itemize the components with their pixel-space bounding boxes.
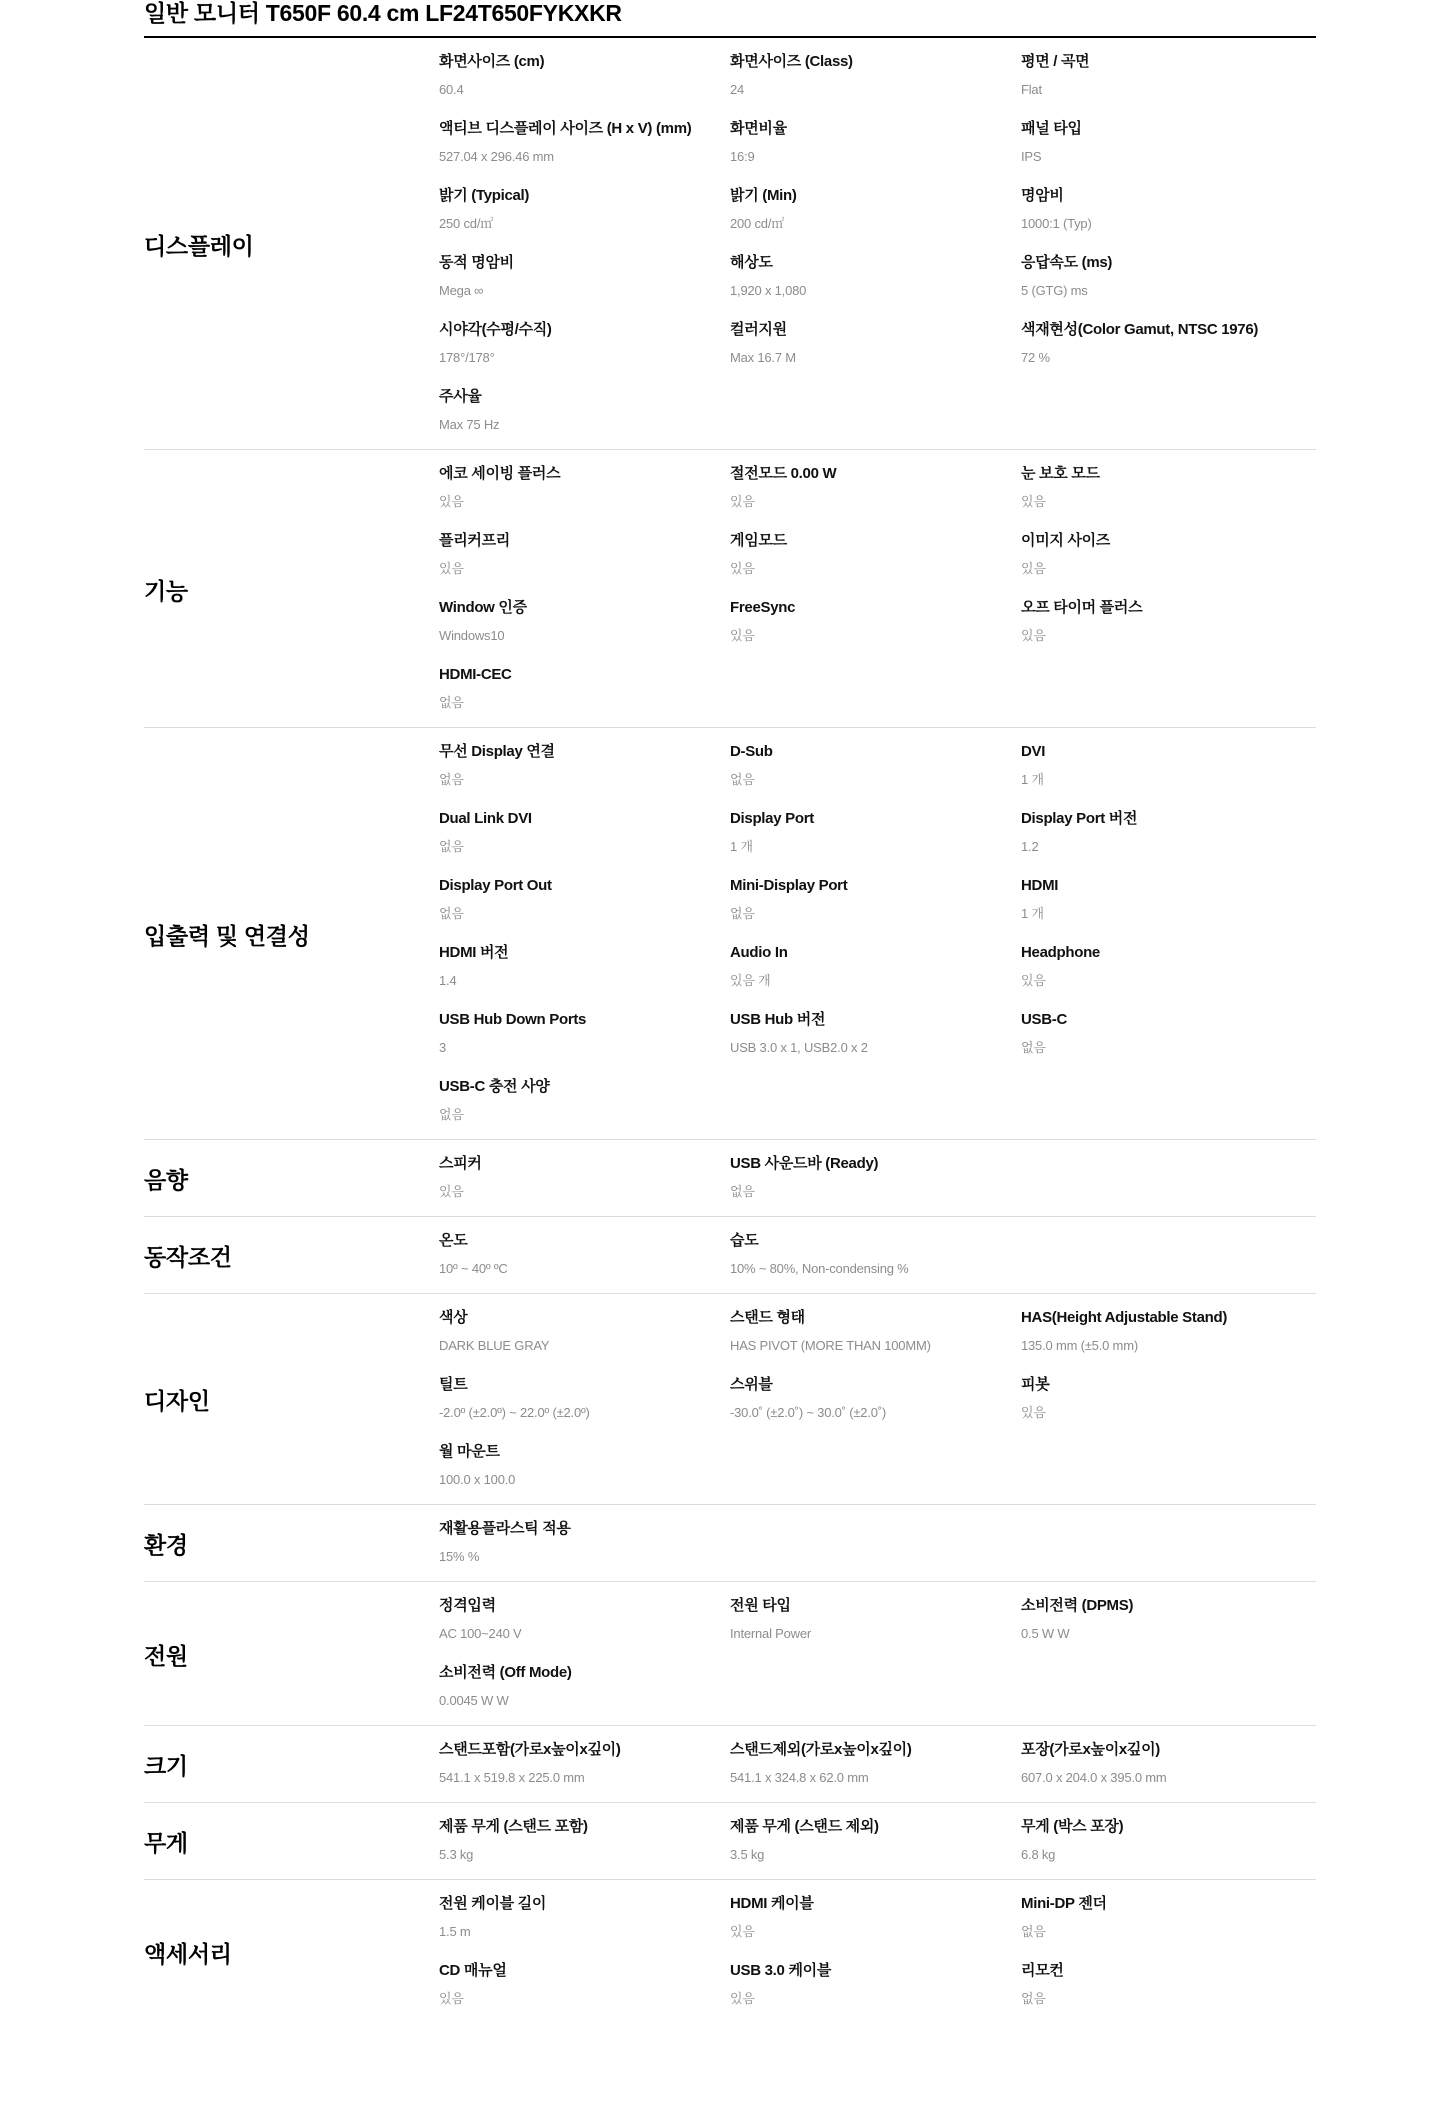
- spec-label: HDMI-CEC: [439, 666, 512, 683]
- spec-value: 10º ~ 40º ºC: [439, 1261, 508, 1276]
- spec-grid: [439, 1307, 1316, 1492]
- spec-item: [439, 319, 730, 370]
- spec-section: [144, 1582, 1316, 1726]
- spec-value: 있음: [730, 494, 755, 509]
- spec-item: [1021, 597, 1312, 648]
- spec-label: 월 마운트: [439, 1443, 500, 1460]
- spec-item: [730, 875, 1021, 926]
- spec-value: 있음: [1021, 494, 1046, 509]
- spec-section: [144, 450, 1316, 728]
- spec-value: 있음: [1021, 628, 1046, 643]
- spec-value: 없음: [730, 1184, 755, 1199]
- spec-item: [1021, 1893, 1312, 1944]
- spec-label: 이미지 사이즈: [1021, 532, 1111, 549]
- spec-label: 밝기 (Typical): [439, 187, 530, 204]
- spec-label: 제품 무게 (스탠드 포함): [439, 1818, 588, 1835]
- spec-value: 0.0045 W W: [439, 1693, 509, 1708]
- spec-grid: [439, 1893, 1316, 2011]
- spec-value: 250 cd/㎡: [439, 216, 494, 231]
- spec-label: Dual Link DVI: [439, 810, 532, 827]
- spec-item: [730, 1153, 1021, 1204]
- spec-item: [439, 1662, 730, 1713]
- spec-item: [439, 386, 730, 437]
- spec-value: 10% ~ 80%, Non-condensing %: [730, 1261, 909, 1276]
- spec-value: 없음: [439, 906, 464, 921]
- spec-item: [1021, 942, 1312, 993]
- spec-label: 포장(가로x높이x깊이): [1021, 1741, 1160, 1758]
- spec-item: [730, 1893, 1021, 1944]
- spec-label: USB 사운드바 (Ready): [730, 1155, 879, 1172]
- spec-label: Headphone: [1021, 944, 1100, 961]
- spec-label: USB-C 충전 사양: [439, 1078, 550, 1095]
- spec-value: 1.4: [439, 973, 457, 988]
- spec-label: Mini-Display Port: [730, 877, 848, 894]
- spec-label: 온도: [439, 1232, 468, 1249]
- spec-label: HDMI 버전: [439, 944, 509, 961]
- spec-item: [1021, 1009, 1312, 1060]
- spec-label: Audio In: [730, 944, 788, 961]
- spec-value: 없음: [1021, 1924, 1046, 1939]
- spec-section: [144, 1726, 1316, 1803]
- spec-item: [1021, 252, 1312, 303]
- spec-value: 16:9: [730, 149, 755, 164]
- spec-item: [1021, 530, 1312, 581]
- spec-label: 스탠드 형태: [730, 1309, 805, 1326]
- spec-label: 소비전력 (DPMS): [1021, 1597, 1134, 1614]
- spec-section: [144, 1880, 1316, 2023]
- section-title: 동작조건: [144, 1244, 232, 1270]
- spec-label: HDMI: [1021, 877, 1059, 894]
- spec-item: [730, 530, 1021, 581]
- spec-item: [439, 1307, 730, 1358]
- spec-label: 색상: [439, 1309, 468, 1326]
- spec-item: [439, 1739, 730, 1790]
- spec-item: [1021, 741, 1312, 792]
- spec-item: [439, 1595, 730, 1646]
- spec-item: [730, 942, 1021, 993]
- spec-label: 스위블: [730, 1376, 773, 1393]
- spec-item: [1021, 1307, 1312, 1358]
- spec-label: Window 인증: [439, 599, 527, 616]
- spec-value: 3: [439, 1040, 447, 1055]
- spec-sections: [144, 38, 1316, 2023]
- spec-value: 있음: [730, 1924, 755, 1939]
- spec-value: 1000:1 (Typ): [1021, 216, 1092, 231]
- spec-section: [144, 1803, 1316, 1880]
- spec-label: 전원 타입: [730, 1597, 791, 1614]
- spec-value: 5 (GTG) ms: [1021, 283, 1088, 298]
- section-title: 디스플레이: [144, 232, 254, 259]
- spec-value: 60.4: [439, 82, 464, 97]
- spec-label: 패널 타입: [1021, 120, 1082, 137]
- spec-label: D-Sub: [730, 743, 773, 760]
- spec-value: 있음: [439, 561, 464, 576]
- spec-label: 스탠드제외(가로x높이x깊이): [730, 1741, 912, 1758]
- section-title: 기능: [144, 577, 188, 604]
- spec-value: -2.0º (±2.0º) ~ 22.0º (±2.0º): [439, 1405, 590, 1420]
- section-title: 입출력 및 연결성: [144, 922, 310, 949]
- spec-value: HAS PIVOT (MORE THAN 100MM): [730, 1338, 931, 1353]
- spec-value: -30.0˚ (±2.0˚) ~ 30.0˚ (±2.0˚): [730, 1405, 887, 1420]
- spec-label: 습도: [730, 1232, 759, 1249]
- spec-value: 있음: [1021, 1405, 1046, 1420]
- spec-item: [1021, 1816, 1312, 1867]
- spec-value: 607.0 x 204.0 x 395.0 mm: [1021, 1770, 1167, 1785]
- spec-label: 액티브 디스플레이 사이즈 (H x V) (mm): [439, 120, 692, 137]
- spec-item: [439, 118, 730, 169]
- spec-item: [730, 463, 1021, 514]
- spec-label: 화면사이즈 (Class): [730, 53, 853, 70]
- spec-item: [1021, 1374, 1312, 1425]
- spec-label: 플리커프리: [439, 532, 510, 549]
- spec-label: 재활용플라스틱 적용: [439, 1520, 571, 1537]
- spec-value: 6.8 kg: [1021, 1847, 1056, 1862]
- spec-item: [439, 1374, 730, 1425]
- spec-label: 시야각(수평/수직): [439, 321, 552, 338]
- spec-grid: [439, 51, 1316, 437]
- spec-value: 1 개: [1021, 772, 1044, 787]
- spec-item: [439, 530, 730, 581]
- spec-value: DARK BLUE GRAY: [439, 1338, 550, 1353]
- spec-value: 100.0 x 100.0: [439, 1472, 516, 1487]
- spec-label: 응답속도 (ms): [1021, 254, 1113, 271]
- spec-item: [1021, 463, 1312, 514]
- spec-item: [439, 875, 730, 926]
- spec-item: [730, 808, 1021, 859]
- spec-value: Max 75 Hz: [439, 417, 500, 432]
- spec-label: 동적 명암비: [439, 254, 514, 271]
- spec-grid: [439, 1230, 1316, 1281]
- spec-value: 있음: [1021, 973, 1046, 988]
- spec-label: Display Port Out: [439, 877, 552, 894]
- spec-grid: [439, 741, 1316, 1127]
- spec-item: [439, 1518, 730, 1569]
- spec-value: 있음: [1021, 561, 1046, 576]
- spec-label: 평면 / 곡면: [1021, 53, 1090, 70]
- spec-value: 0.5 W W: [1021, 1626, 1070, 1641]
- spec-section: [144, 38, 1316, 450]
- spec-item: [439, 1153, 730, 1204]
- spec-label: 무선 Display 연결: [439, 743, 555, 760]
- spec-value: 없음: [1021, 1991, 1046, 2006]
- spec-label: 해상도: [730, 254, 773, 271]
- spec-label: DVI: [1021, 743, 1046, 760]
- spec-item: [1021, 51, 1312, 102]
- spec-item: [730, 1595, 1021, 1646]
- section-title: 전원: [144, 1642, 188, 1669]
- spec-value: Max 16.7 M: [730, 350, 796, 365]
- spec-label: 컬러지원: [730, 321, 787, 338]
- spec-item: [730, 185, 1021, 236]
- spec-value: Flat: [1021, 82, 1042, 97]
- spec-item: [439, 664, 730, 715]
- spec-grid: [439, 1595, 1316, 1713]
- spec-item: [439, 1009, 730, 1060]
- spec-item: [730, 597, 1021, 648]
- spec-value: 541.1 x 324.8 x 62.0 mm: [730, 1770, 869, 1785]
- spec-item: [439, 942, 730, 993]
- spec-label: 소비전력 (Off Mode): [439, 1664, 572, 1681]
- spec-label: 스탠드포함(가로x높이x깊이): [439, 1741, 621, 1758]
- spec-value: 1 개: [1021, 906, 1044, 921]
- spec-label: 전원 케이블 길이: [439, 1895, 547, 1912]
- spec-value: IPS: [1021, 149, 1042, 164]
- spec-item: [730, 1230, 1021, 1281]
- spec-label: 게임모드: [730, 532, 787, 549]
- section-title: 디자인: [144, 1388, 210, 1414]
- spec-grid: [439, 1153, 1316, 1204]
- spec-item: [439, 597, 730, 648]
- spec-label: 화면사이즈 (cm): [439, 53, 545, 70]
- spec-item: [1021, 185, 1312, 236]
- spec-item: [439, 1441, 730, 1492]
- spec-item: [1021, 1595, 1312, 1646]
- spec-label: Mini-DP 젠더: [1021, 1895, 1107, 1912]
- spec-item: [439, 1230, 730, 1281]
- spec-value: 1,920 x 1,080: [730, 283, 807, 298]
- spec-label: 화면비율: [730, 120, 787, 137]
- spec-value: 1 개: [730, 839, 753, 854]
- spec-value: 있음: [439, 1991, 464, 2006]
- spec-label: USB Hub 버전: [730, 1011, 826, 1028]
- spec-item: [439, 1816, 730, 1867]
- spec-value: 없음: [439, 695, 464, 710]
- spec-section: [144, 1140, 1316, 1217]
- spec-item: [730, 319, 1021, 370]
- spec-item: [1021, 1960, 1312, 2011]
- spec-section: [144, 1294, 1316, 1505]
- spec-section: [144, 1217, 1316, 1294]
- spec-item: [730, 118, 1021, 169]
- spec-value: 1.2: [1021, 839, 1039, 854]
- spec-label: FreeSync: [730, 599, 796, 616]
- spec-section: [144, 1505, 1316, 1582]
- spec-value: 있음: [439, 1184, 464, 1199]
- section-title: 크기: [144, 1753, 188, 1779]
- spec-label: 색재현성(Color Gamut, NTSC 1976): [1021, 321, 1259, 338]
- spec-value: 178°/178°: [439, 350, 495, 365]
- spec-value: 541.1 x 519.8 x 225.0 mm: [439, 1770, 585, 1785]
- spec-value: 없음: [730, 772, 755, 787]
- section-title: 무게: [144, 1830, 188, 1856]
- spec-item: [730, 1739, 1021, 1790]
- spec-value: 있음 개: [730, 973, 771, 988]
- spec-label: 절전모드 0.00 W: [730, 465, 837, 482]
- spec-item: [439, 252, 730, 303]
- spec-value: Internal Power: [730, 1626, 812, 1641]
- spec-grid: [439, 1739, 1316, 1790]
- spec-value: 72 %: [1021, 350, 1050, 365]
- spec-label: CD 매뉴얼: [439, 1962, 507, 1979]
- spec-label: 에코 세이빙 플러스: [439, 465, 561, 482]
- spec-item: [439, 808, 730, 859]
- spec-value: 없음: [439, 1107, 464, 1122]
- spec-item: [1021, 319, 1312, 370]
- spec-item: [730, 51, 1021, 102]
- spec-value: Windows10: [439, 628, 505, 643]
- section-title: 액세서리: [144, 1940, 232, 1967]
- spec-value: 3.5 kg: [730, 1847, 765, 1862]
- spec-value: 없음: [730, 906, 755, 921]
- spec-item: [439, 185, 730, 236]
- section-title: 음향: [144, 1167, 188, 1193]
- spec-label: HAS(Height Adjustable Stand): [1021, 1309, 1228, 1326]
- spec-value: 없음: [439, 839, 464, 854]
- spec-item: [730, 1307, 1021, 1358]
- spec-label: 제품 무게 (스탠드 제외): [730, 1818, 879, 1835]
- spec-value: 527.04 x 296.46 mm: [439, 149, 554, 164]
- spec-label: USB-C: [1021, 1011, 1067, 1028]
- spec-value: AC 100~240 V: [439, 1626, 522, 1641]
- spec-label: 스피커: [439, 1155, 482, 1172]
- spec-item: [730, 1374, 1021, 1425]
- spec-item: [1021, 875, 1312, 926]
- spec-label: 명암비: [1021, 187, 1064, 204]
- spec-value: USB 3.0 x 1, USB2.0 x 2: [730, 1040, 868, 1055]
- spec-value: 5.3 kg: [439, 1847, 474, 1862]
- spec-value: Mega ∞: [439, 283, 484, 298]
- spec-label: 밝기 (Min): [730, 187, 797, 204]
- spec-grid: [439, 1518, 1316, 1569]
- spec-label: HDMI 케이블: [730, 1895, 814, 1912]
- spec-item: [439, 1893, 730, 1944]
- spec-label: 눈 보호 모드: [1021, 465, 1100, 482]
- spec-label: USB Hub Down Ports: [439, 1011, 587, 1028]
- spec-label: USB 3.0 케이블: [730, 1962, 832, 1979]
- spec-item: [439, 741, 730, 792]
- page-title: 일반 모니터 T650F 60.4 cm LF24T650FYKXKR: [144, 0, 1316, 38]
- spec-item: [730, 1816, 1021, 1867]
- spec-label: 무게 (박스 포장): [1021, 1818, 1124, 1835]
- spec-grid: [439, 463, 1316, 715]
- spec-section: [144, 728, 1316, 1140]
- spec-value: 있음: [439, 494, 464, 509]
- spec-value: 없음: [1021, 1040, 1046, 1055]
- spec-item: [439, 51, 730, 102]
- spec-label: 정격입력: [439, 1597, 496, 1614]
- spec-value: 있음: [730, 628, 755, 643]
- spec-item: [1021, 118, 1312, 169]
- spec-item: [730, 252, 1021, 303]
- spec-item: [730, 741, 1021, 792]
- spec-label: 틸트: [439, 1376, 468, 1393]
- spec-label: 리모컨: [1021, 1962, 1064, 1979]
- spec-value: 135.0 mm (±5.0 mm): [1021, 1338, 1138, 1353]
- spec-value: 없음: [439, 772, 464, 787]
- spec-item: [1021, 808, 1312, 859]
- section-title: 환경: [144, 1532, 188, 1558]
- spec-item: [730, 1009, 1021, 1060]
- spec-grid: [439, 1816, 1316, 1867]
- spec-value: 1.5 m: [439, 1924, 471, 1939]
- spec-label: 오프 타이머 플러스: [1021, 599, 1143, 616]
- spec-label: Display Port 버전: [1021, 810, 1138, 827]
- spec-value: 있음: [730, 1991, 755, 2006]
- spec-item: [439, 1076, 730, 1127]
- spec-value: 200 cd/㎡: [730, 216, 785, 231]
- spec-label: 주사율: [439, 388, 482, 405]
- spec-label: 피봇: [1021, 1376, 1050, 1393]
- spec-item: [439, 463, 730, 514]
- spec-item: [730, 1960, 1021, 2011]
- spec-item: [1021, 1739, 1312, 1790]
- spec-label: Display Port: [730, 810, 814, 827]
- spec-value: 있음: [730, 561, 755, 576]
- spec-value: 15% %: [439, 1549, 480, 1564]
- spec-value: 24: [730, 82, 745, 97]
- spec-item: [439, 1960, 730, 2011]
